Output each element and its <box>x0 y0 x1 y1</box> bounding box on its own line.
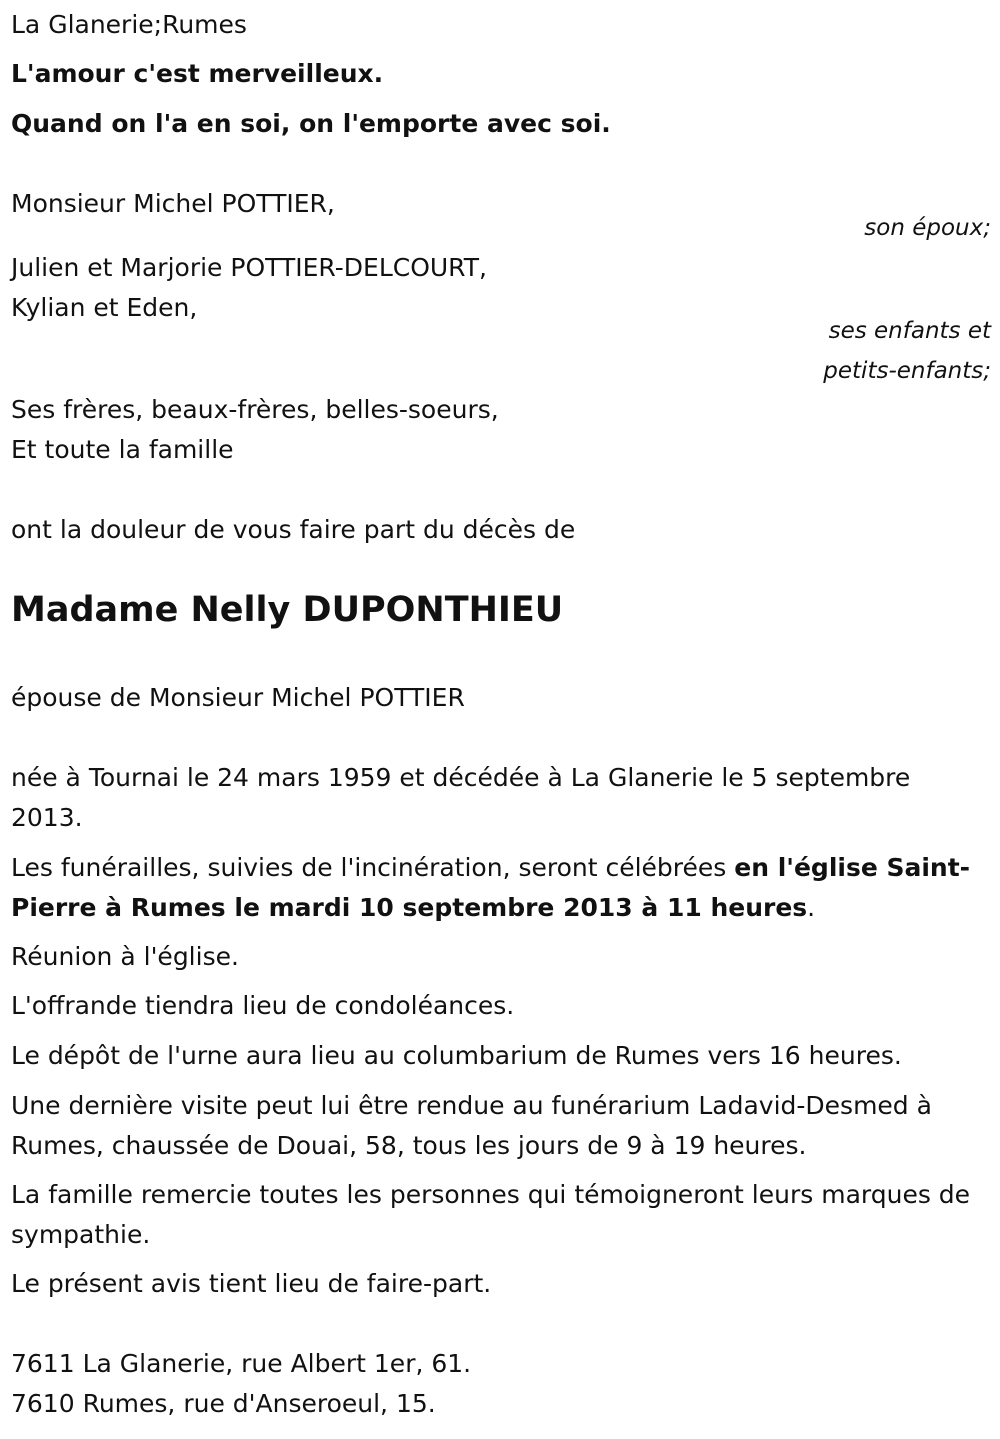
detail-visite: Une dernière visite peut lui être rendue au funérarium Ladavid-Desmed à Rumes, chaussée de Douai, 58, tous les jours de 9 à 19 heures. <box>11 1091 932 1160</box>
children-line-1: Julien et Marjorie POTTIER-DELCOURT, <box>11 253 487 282</box>
funeral-intro: Les funérailles, suivies de l'incinération, seront célébrées <box>11 853 735 882</box>
funeral-paragraph <box>11 848 986 928</box>
deceased-name: Madame Nelly DUPONTHIEU <box>11 590 564 630</box>
address-line-1: 7611 La Glanerie, rue Albert 1er, 61. <box>11 1349 472 1378</box>
siblings-line-1: Ses frères, beaux-frères, belles-soeurs, <box>11 395 499 424</box>
address-line-2: 7610 Rumes, rue d'Anseroeul, 15. <box>11 1389 436 1418</box>
siblings-line-2: Et toute la famille <box>11 435 234 464</box>
quote-line-1: L'amour c'est merveilleux. <box>11 59 384 88</box>
detail-urne: Le dépôt de l'urne aura lieu au columbarium de Rumes vers 16 heures. <box>11 1041 902 1070</box>
funeral-end: . <box>807 893 816 922</box>
spouse-of-line: épouse de Monsieur Michel POTTIER <box>11 683 465 712</box>
detail-reunion: Réunion à l'église. <box>11 942 239 971</box>
detail-remerciements: La famille remercie toutes les personnes qui témoigneront leurs marques de sympathie. <box>11 1180 971 1249</box>
children-role-line-2: petits-enfants; <box>823 358 991 384</box>
birth-death-paragraph: née à Tournai le 24 mars 1959 et décédée à La Glanerie le 5 septembre 2013. <box>11 763 911 832</box>
detail-offrande: L'offrande tiendra lieu de condoléances. <box>11 991 515 1020</box>
quote-line-2: Quand on l'a en soi, on l'emporte avec soi. <box>11 109 611 138</box>
children-role-line-1: ses enfants et <box>828 318 991 344</box>
husband-role: son époux; <box>864 215 991 241</box>
children-line-2: Kylian et Eden, <box>11 293 198 322</box>
location-line: La Glanerie;Rumes <box>11 10 247 39</box>
funeral-location-time: en l'église Saint-Pierre à Rumes le mardi 10 septembre 2013 à 11 heures <box>11 853 971 922</box>
announcement-text: ont la douleur de vous faire part du décès de <box>11 515 576 544</box>
detail-faire-part: Le présent avis tient lieu de faire-part. <box>11 1269 492 1298</box>
husband-name: Monsieur Michel POTTIER, <box>11 189 335 218</box>
